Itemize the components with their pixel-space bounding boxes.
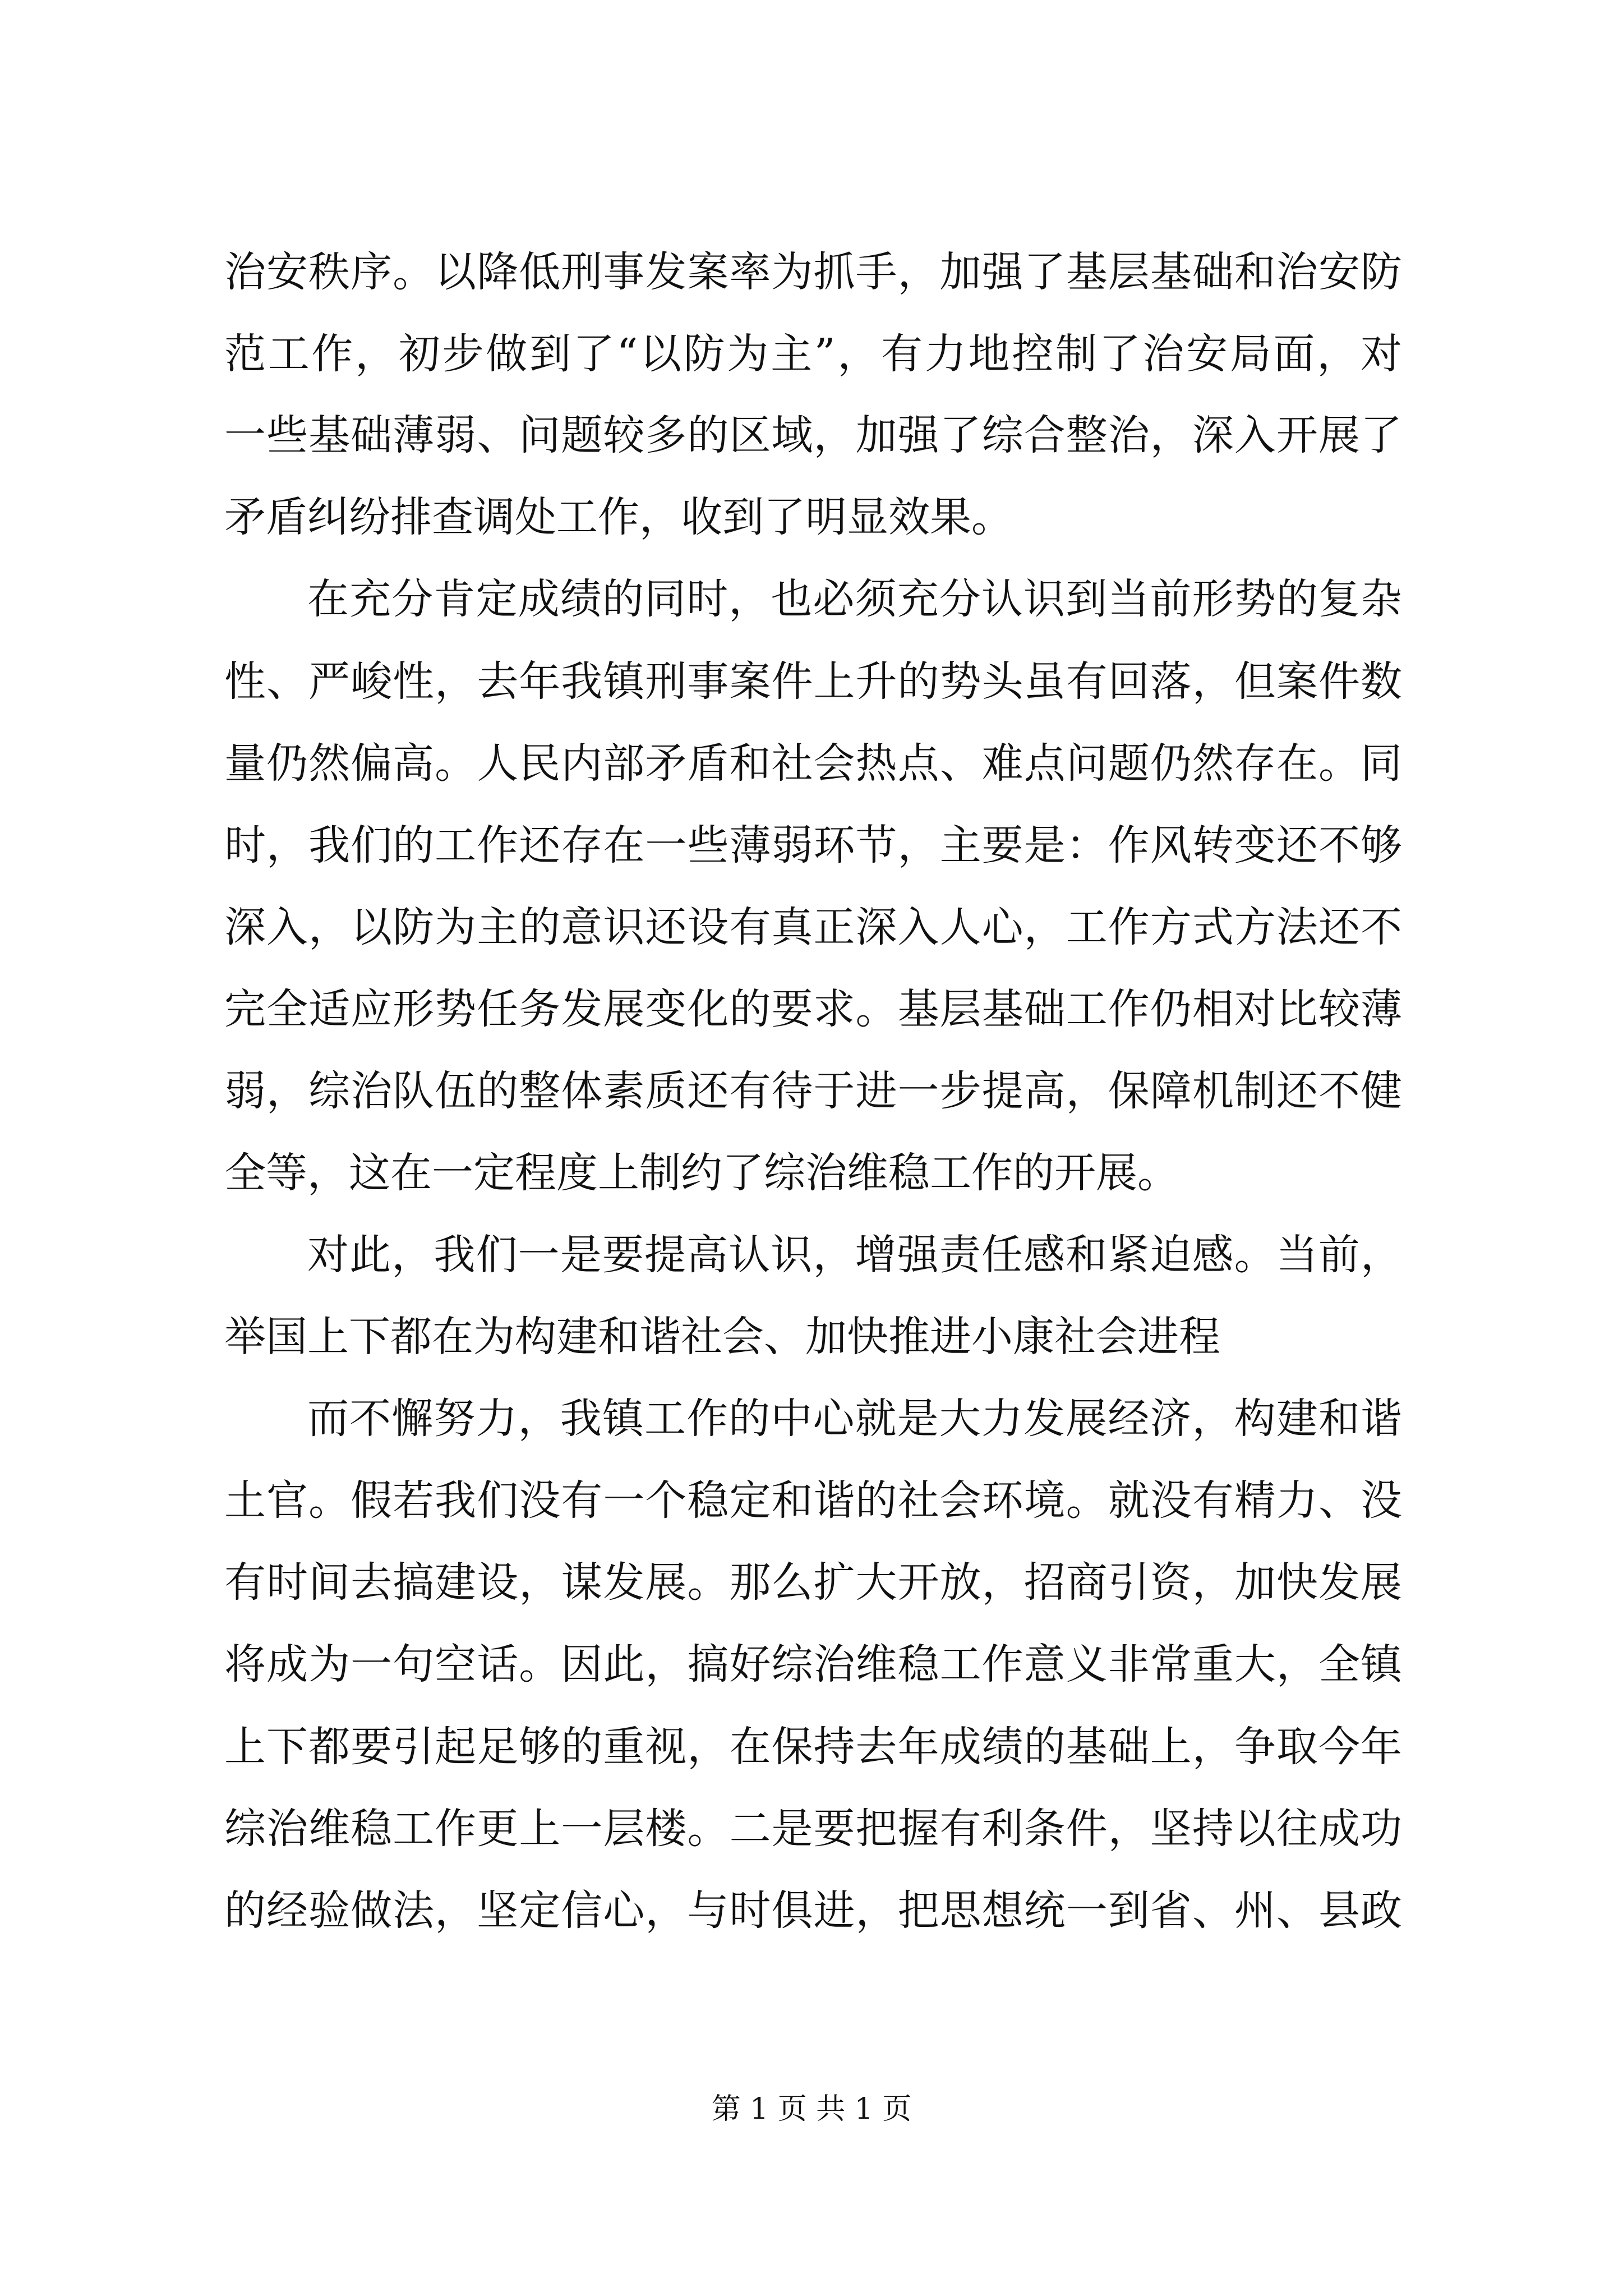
text-line: 土官。假若我们没有一个稳定和谐的社会环境。就没有精力、没 [224, 1476, 1402, 1525]
text-line: 综治维稳工作更上一层楼。二是要把握有利条件，坚持以往成功 [224, 1804, 1402, 1853]
text-line: 时，我们的工作还存在一些薄弱环节，主要是：作风转变还不够 [224, 821, 1402, 869]
paragraph-start-line: 对此，我们一是要提高认识，增强责任感和紧迫感。当前， [307, 1231, 1402, 1280]
text-line: 的经验做法，坚定信心，与时俱进，把思想统一到省、州、县政 [224, 1886, 1402, 1935]
paragraph-start-line: 在充分肯定成绩的同时，也必须充分认识到当前形势的复杂 [307, 575, 1402, 624]
text-line: 性、严峻性，去年我镇刑事案件上升的势头虽有回落，但案件数 [224, 657, 1402, 706]
text-line: 将成为一句空话。因此，搞好综治维稳工作意义非常重大，全镇 [224, 1640, 1402, 1689]
paragraph-start-line: 而不懈努力，我镇工作的中心就是大力发展经济，构建和谐 [307, 1395, 1402, 1443]
text-line: 量仍然偏高。人民内部矛盾和社会热点、难点问题仍然存在。同 [224, 739, 1402, 788]
text-line: 举国上下都在为构建和谐社会、加快推进小康社会进程 [224, 1313, 1220, 1361]
text-line: 全等，这在一定程度上制约了综治维稳工作的开展。 [224, 1149, 1179, 1197]
text-line: 深入，以防为主的意识还设有真正深入人心，工作方式方法还不 [224, 903, 1402, 951]
text-line: 完全适应形势任务发展变化的要求。基层基础工作仍相对比较薄 [224, 984, 1402, 1033]
text-line: 有时间去搞建设，谋发展。那么扩大开放，招商引资，加快发展 [224, 1558, 1402, 1607]
text-line: 上下都要引起足够的重视，在保持去年成绩的基础上，争取今年 [224, 1722, 1402, 1771]
text-line: 范工作，初步做到了“以防为主”，有力地控制了治安局面，对 [224, 330, 1402, 379]
page-footer: 第 1 页 共 1 页 [711, 2092, 912, 2126]
text-line: 弱，综治队伍的整体素质还有待于进一步提高，保障机制还不健 [224, 1066, 1402, 1115]
text-line: 矛盾纠纷排查调处工作，收到了明显效果。 [224, 493, 1013, 542]
text-line: 治安秩序。以降低刑事发案率为抓手，加强了基层基础和治安防 [224, 248, 1402, 296]
text-line: 一些基础薄弱、问题较多的区域，加强了综合整治，深入开展了 [224, 411, 1402, 460]
